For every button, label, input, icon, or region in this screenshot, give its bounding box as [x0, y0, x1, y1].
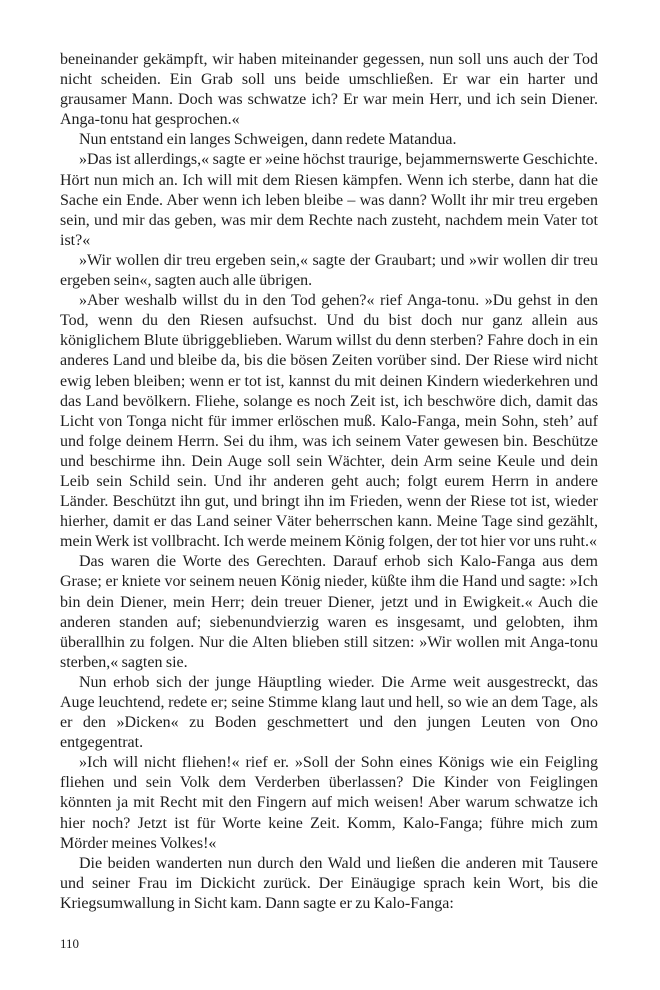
paragraph: »Das ist allerdings,« sagte er »eine höchst traurige, bejammernswerte Geschichte. Hört nun mich an. Ich will mit dem Riesen kämpfen. Wenn ich sterbe, dann hat die Sache ein Ende. Aber wenn ich leben bleibe – was dann? Wollt ihr mir treu ergeben sein, und mir das geben, was mir dem Rechte nach zusteht, nachdem mein Vater tot ist?«	[60, 151, 598, 249]
body-text	[60, 50, 598, 914]
paragraph: Die beiden wanderten nun durch den Wald und ließen die anderen mit Tausere und seiner Frau im Dickicht zurück. Der Einäugige sprach kein Wort, bis die Kriegsumwallung in Sicht kam. Dann sagte er zu Kalo-Fanga:	[60, 854, 598, 912]
paragraph: »Ich will nicht fliehen!« rief er. »Soll der Sohn eines Königs wie ein Feigling fliehen und sein Volk dem Verderben überlassen? Die Kinder von Feiglingen könnten ja mit Recht mit den Fingern auf mich weisen! Aber warum schwatze ich hier noch? Jetzt ist für Worte keine Zeit. Komm, Kalo-Fanga; führe mich zum Mörder meines Volkes!«	[60, 754, 598, 852]
paragraph: beneinander gekämpft, wir haben miteinander gegessen, nun soll uns auch der Tod nicht scheiden. Ein Grab soll uns beide umschließen. Er war ein harter und grausamer Mann. Doch was schwatze ich? Er war mein Herr, und ich sein Diener. Anga-tonu hat gesprochen.«	[60, 51, 598, 129]
paragraph: »Aber weshalb willst du in den Tod gehen?« rief Anga-tonu. »Du gehst in den Tod, wenn du den Riesen aufsuchst. Und du bist doch nur ganz allein aus königlichem Blute übriggeblieben. Warum willst du denn sterben? Fahre doch in ein anderes Land und bleibe da, bis die bösen Zeiten vorüber sind. Der Riese wird nicht ewig leben bleiben; wenn er tot ist, kannst du mit deinen Kindern wiederkehren und das Land bevölkern. Fliehe, solange es noch Zeit ist, ich beschwöre dich, damit das Licht von Tonga nicht für immer erlöschen muß. Kalo-Fanga, mein Sohn, steh’ auf und folge deinem Herrn. Sei du ihm, was ich seinem Vater gewesen bin. Beschütze und beschirme ihn. Dein Auge soll sein Wächter, dein Arm seine Keule und dein Leib sein Schild sein. Und ihr anderen geht auch; folgt eurem Herrn in andere Länder. Beschützt ihn gut, und bringt ihn im Frieden, wenn der Riese tot ist, wieder hierher, damit er das Land seiner Väter beherrschen kann. Meine Tage sind gezählt, mein Werk ist vollbracht. Ich werde meinem König folgen, der tot hier vor uns ruht.«	[60, 292, 598, 551]
paragraph: Nun erhob sich der junge Häuptling wieder. Die Arme weit ausgestreckt, das Auge leuchtend, redete er; seine Stimme klang laut und hell, so wie an dem Tage, als er den »Dicken« zu Boden geschmettert und den jungen Leuten von Ono entgegentrat.	[60, 673, 598, 752]
paragraph: Nun entstand ein langes Schweigen, dann redete Matandua.	[79, 131, 457, 149]
paragraph: Das waren die Worte des Gerechten. Darauf erhob sich Kalo-Fanga aus dem Grase; er kniete vor seinem neuen König nieder, küßte ihm die Hand und sagte: »Ich bin dein Diener, mein Herr; dein treuer Diener, jetzt und in Ewigkeit.« Auch die anderen standen auf; siebenundvierzig waren es insgesamt, und gelobten, ihm überallhin zu folgen. Nur die Alten blieben still sitzen: »Wir wollen mit Anga-tonu sterben,« sagten sie.	[60, 553, 598, 671]
page-number: 110	[60, 936, 80, 951]
paragraph: »Wir wollen dir treu ergeben sein,« sagte der Graubart; und »wir wollen dir treu ergeben sein«, sagten auch alle übrigen.	[60, 251, 598, 290]
